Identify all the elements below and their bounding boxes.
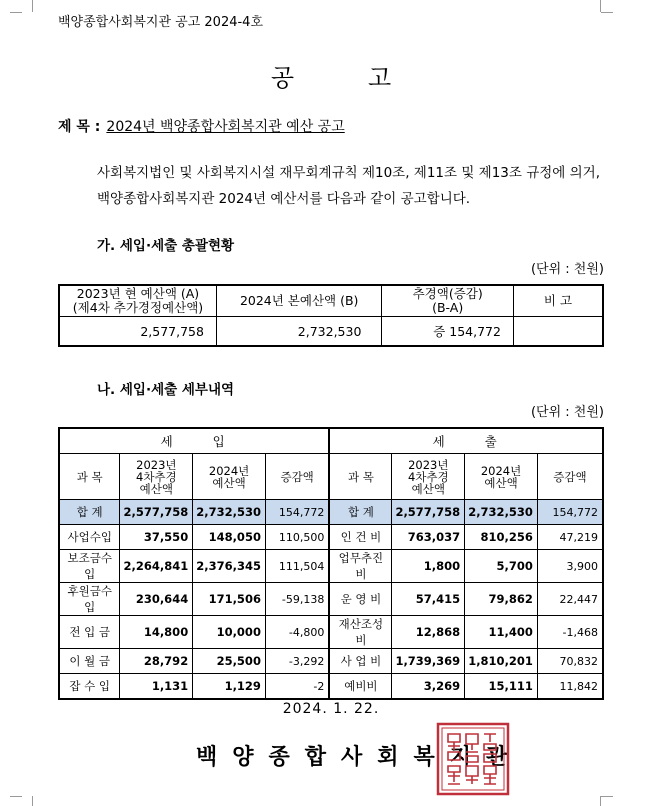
col-item-in: 과 목 [59,454,120,500]
expenditure-item: 인 건 비 [329,525,392,550]
expenditure-diff: -1,468 [537,616,603,649]
detail-row [59,616,603,649]
announcement-date: 2024. 1. 22. [282,701,380,717]
section2-heading: 나. 세입·세출 세부내역 [97,382,235,398]
expenditure-item: 재산조성비 [329,616,392,649]
revenue-item: 잡 수 입 [59,674,120,700]
revenue-diff: -59,138 [265,583,329,616]
revenue-diff: 154,772 [265,500,329,525]
revenue-item: 사업수입 [59,525,120,550]
expenditure-2024: 5,700 [465,550,538,583]
expenditure-diff: 22,447 [537,583,603,616]
revenue-2023: 1,131 [120,674,193,700]
revenue-2024: 148,050 [193,525,266,550]
revenue-item: 이 월 금 [59,649,120,674]
detail-row [59,583,603,616]
revenue-diff: -3,292 [265,649,329,674]
expenditure-item: 운 영 비 [329,583,392,616]
section2-unit: (단위 : 천원) [530,405,604,420]
summary-header-diff: 추경액(증감) (B-A) [382,285,514,317]
summary-header-b: 2024년 본예산액 (B) [216,285,381,317]
summary-data-row [59,317,603,347]
revenue-diff: -4,800 [265,616,329,649]
summary-value-b: 2,732,530 [216,317,381,347]
detail-row [59,550,603,583]
col-2024-out: 2024년 예산액 [465,454,538,500]
col-2024-in: 2024년 예산액 [193,454,266,500]
expenditure-2023: 1,739,369 [392,649,465,674]
revenue-2023: 28,792 [120,649,193,674]
revenue-item: 후원금수입 [59,583,120,616]
col-2023-in: 2023년 4차추경 예산액 [120,454,193,500]
expenditure-2024: 79,862 [465,583,538,616]
section1-heading: 가. 세입·세출 총괄현황 [97,238,235,254]
page-title: 공고 [270,64,466,92]
detail-column-header [59,454,603,500]
revenue-diff: 111,504 [265,550,329,583]
col-diff-out: 증감액 [537,454,603,500]
expenditure-2023: 763,037 [392,525,465,550]
revenue-2023: 230,644 [120,583,193,616]
expenditure-diff: 3,900 [537,550,603,583]
expenditure-2023: 2,577,758 [392,500,465,525]
detail-group-header [59,428,603,454]
col-item-out: 과 목 [329,454,392,500]
summary-header-row [59,285,603,317]
expenditure-2023: 12,868 [392,616,465,649]
subject-value: 2024년 백양종합사회복지관 예산 공고 [106,119,345,135]
revenue-2024: 2,376,345 [193,550,266,583]
summary-value-note [513,317,603,347]
detail-table [58,427,604,700]
expenditure-2024: 11,400 [465,616,538,649]
expenditure-item: 예비비 [329,674,392,700]
summary-value-diff: 증 154,772 [382,317,514,347]
revenue-2024: 10,000 [193,616,266,649]
expenditure-item: 합 계 [329,500,392,525]
revenue-diff: 110,500 [265,525,329,550]
expenditure-diff: 47,219 [537,525,603,550]
revenue-2023: 2,264,841 [120,550,193,583]
revenue-2024: 2,732,530 [193,500,266,525]
expenditure-diff: 70,832 [537,649,603,674]
expenditure-2024: 15,111 [465,674,538,700]
expenditure-2024: 1,810,201 [465,649,538,674]
organization-name: 백양종합사회복지관 [196,745,523,770]
revenue-2023: 37,550 [120,525,193,550]
summary-table [58,284,604,347]
expenditure-item: 사 업 비 [329,649,392,674]
col-2023-out: 2023년 4차추경 예산액 [392,454,465,500]
document-number: 백양종합사회복지관 공고 2024-4호 [58,15,264,30]
body-paragraph [97,160,617,212]
official-seal-icon [436,722,510,796]
expenditure-group-header: 세출 [329,428,603,454]
summary-value-a: 2,577,758 [59,317,216,347]
revenue-diff: -2 [265,674,329,700]
revenue-item: 합 계 [59,500,120,525]
expenditure-2023: 1,800 [392,550,465,583]
revenue-item: 전 입 금 [59,616,120,649]
revenue-2024: 171,506 [193,583,266,616]
detail-total-row [59,500,603,525]
expenditure-diff: 154,772 [537,500,603,525]
section1-unit: (단위 : 천원) [530,262,604,277]
revenue-2024: 1,129 [193,674,266,700]
body-line-1: 사회복지법인 및 사회복지시설 재무회계규칙 제10조, 제11조 및 제13조 규정에 의거, [97,165,601,181]
expenditure-item: 업무추진비 [329,550,392,583]
col-diff-in: 증감액 [265,454,329,500]
body-line-2: 백양종합사회복지관 2024년 예산서를 다음과 같이 공고합니다. [97,191,471,207]
revenue-group-header: 세입 [59,428,329,454]
revenue-2024: 25,500 [193,649,266,674]
detail-row [59,649,603,674]
expenditure-diff: 11,842 [537,674,603,700]
detail-row [59,674,603,700]
expenditure-2023: 3,269 [392,674,465,700]
subject-label: 제 목 : [58,119,101,135]
expenditure-2024: 810,256 [465,525,538,550]
revenue-2023: 2,577,758 [120,500,193,525]
expenditure-2023: 57,415 [392,583,465,616]
subject-line [58,116,345,136]
revenue-2023: 14,800 [120,616,193,649]
revenue-item: 보조금수입 [59,550,120,583]
expenditure-2024: 2,732,530 [465,500,538,525]
detail-row [59,525,603,550]
summary-header-note: 비 고 [513,285,603,317]
summary-header-a: 2023년 현 예산액 (A) (제4차 추가경정예산액) [59,285,216,317]
